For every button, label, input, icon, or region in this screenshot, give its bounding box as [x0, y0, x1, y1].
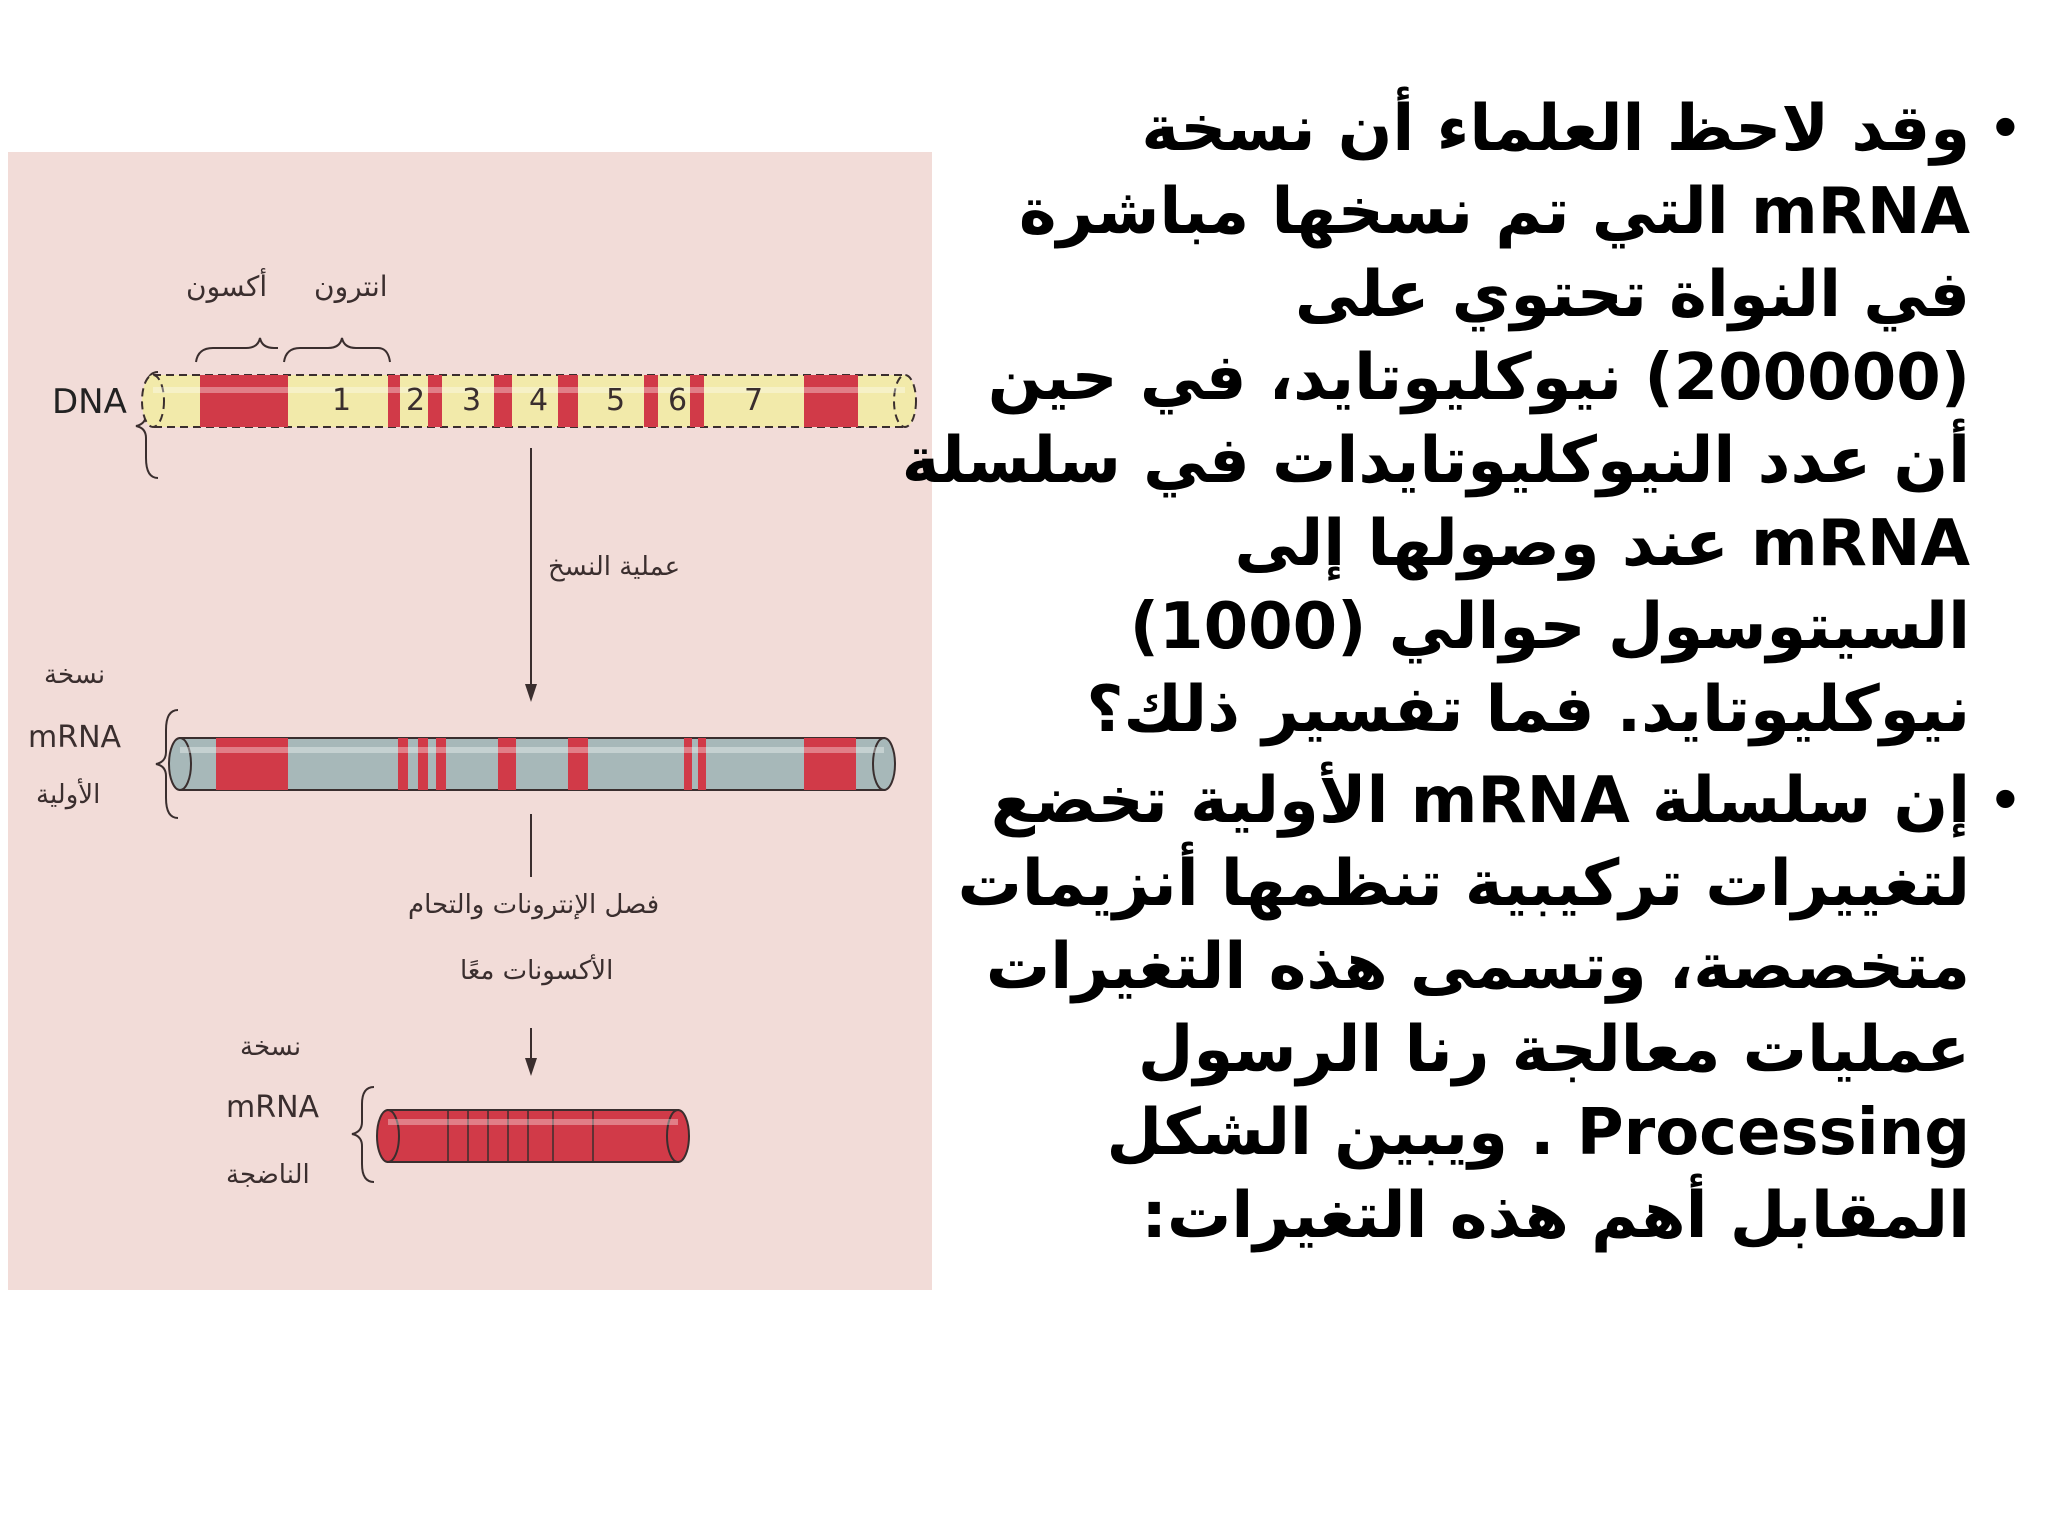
paragraph-line: لتغييرات تركيبية تنظمها أنزيمات — [957, 847, 1970, 921]
paragraph-line: السيتوسول حوالي (1000) — [1129, 590, 1970, 664]
splicing-label-line1: فصل الإنترونات والتحام — [408, 890, 660, 920]
exon-brace — [196, 338, 278, 362]
dna-label: DNA — [52, 382, 127, 422]
bullet-paragraph-question — [901, 88, 2022, 752]
mature-mrna-label-mid: mRNA — [226, 1090, 320, 1125]
bullet-paragraph-answer — [950, 760, 2022, 1258]
paragraph-line: Processing . ويبين الشكل — [1106, 1096, 1970, 1170]
splicing-arrowhead — [525, 1058, 537, 1076]
bullet-marker: • — [1988, 771, 2022, 831]
paragraph-line: mRNA عند وصولها إلى — [1234, 507, 1970, 581]
intron-number-3: 3 — [462, 383, 482, 418]
paragraph-line: إن سلسلة mRNA الأولية تخضع — [990, 764, 1970, 838]
paragraph-line: أن عدد النيوكليوتايدات في سلسلة — [901, 424, 1970, 498]
intron-label: انترون — [314, 270, 388, 303]
paragraph-line: عمليات معالجة رنا الرسول — [1137, 1013, 1970, 1087]
bullet-marker: • — [1988, 99, 2022, 159]
pre-mrna-label-bottom: الأولية — [36, 780, 101, 810]
transcription-arrowhead — [525, 684, 537, 702]
intron-number-4: 4 — [529, 383, 549, 418]
intron-number-2: 2 — [406, 383, 426, 418]
paragraph-line: في النواة تحتوي على — [1294, 258, 1970, 332]
intron-brace — [284, 338, 390, 362]
pre-mrna-label-mid: mRNA — [28, 720, 122, 755]
intron-number-7: 7 — [744, 383, 764, 418]
mature-mrna-brace — [352, 1087, 374, 1182]
mature-mrna-label-bottom: الناضجة — [226, 1160, 310, 1190]
intron-number-6: 6 — [668, 383, 688, 418]
pre-mrna-bar — [169, 738, 895, 790]
intron-number-5: 5 — [606, 383, 626, 418]
paragraph-line: المقابل أهم هذه التغيرات: — [1141, 1179, 1970, 1253]
mrna-processing-figure — [8, 152, 932, 1290]
pre-mrna-label-top: نسخة — [44, 660, 106, 690]
mature-mrna-label-top: نسخة — [240, 1032, 302, 1062]
splicing-label-line2: الأكسونات معًا — [460, 956, 614, 986]
exon-label: أكسون — [186, 270, 268, 303]
paragraph-line: (200000) نيوكليوتايد، في حين — [987, 341, 1970, 415]
mature-mrna-bar — [377, 1110, 689, 1162]
paragraph-line: نيوكليوتايد. فما تفسير ذلك؟ — [1086, 673, 1970, 747]
transcription-label: عملية النسخ — [548, 552, 681, 582]
paragraph-line: mRNA التي تم نسخها مباشرة — [1018, 175, 1970, 249]
paragraph-line: متخصصة، وتسمى هذه التغيرات — [985, 930, 1970, 1004]
slide-text — [901, 88, 2022, 1508]
paragraph-line: وقد لاحظ العلماء أن نسخة — [1141, 92, 1970, 166]
figure-drawing — [8, 152, 932, 1290]
intron-number-1: 1 — [332, 383, 352, 418]
